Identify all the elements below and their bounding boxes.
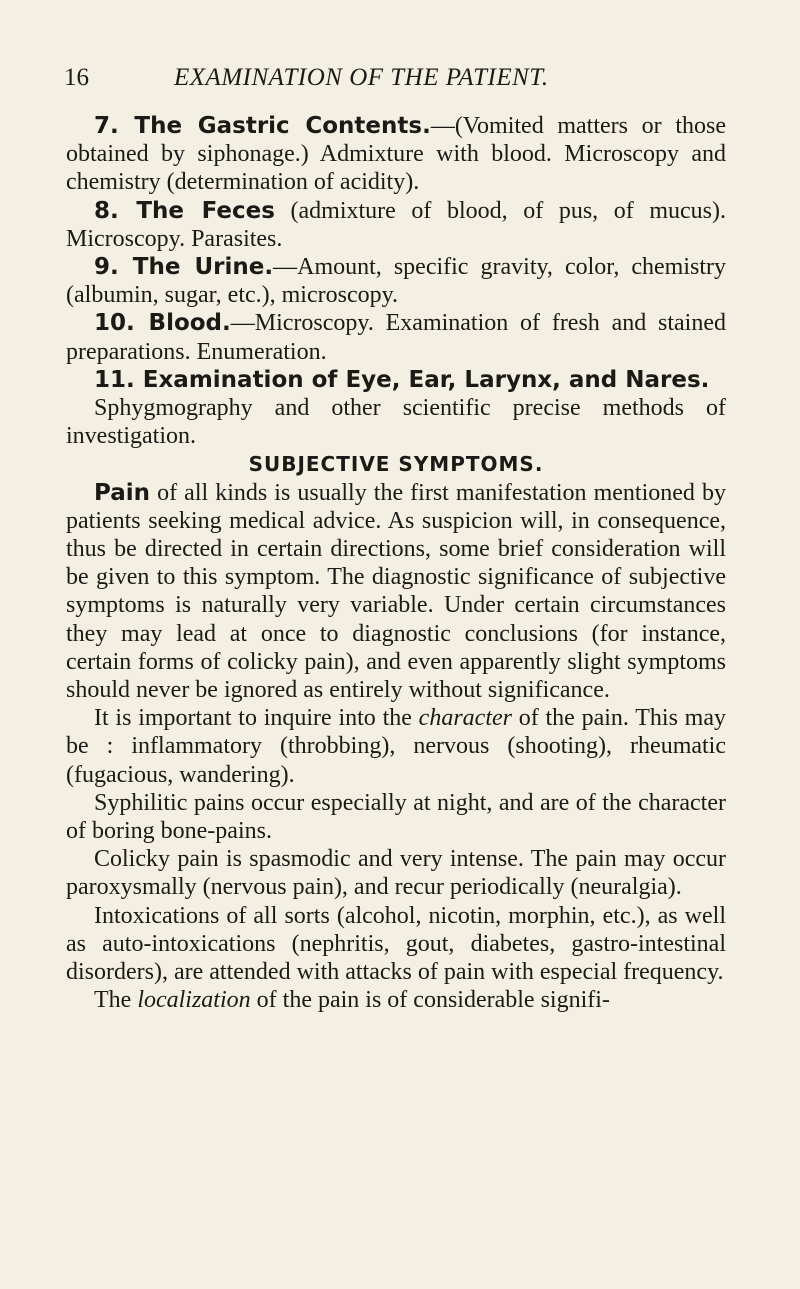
section-heading: SUBJECTIVE SYMPTOMS. [248,452,544,477]
paragraph-text: of the pain is of considerable signifi- [250,987,610,1014]
item-heading: 10. Blood. [94,310,231,337]
item-feces [66,197,726,253]
emphasis-character: character [418,705,512,732]
item-heading: 7. The Gastric Contents. [94,113,431,139]
pain-paragraph [66,479,726,705]
character-paragraph [66,704,726,789]
pain-paragraph-text: of all kinds is usually the first manifestation mentioned by patients seeking medical advice. As suspicion will, in consequence, thus be directed in certain directions, some brief consideration will be given to this symptom. The diagnostic significance of subjective symptoms is naturally very variable. Under certain circumstances they may lead at once to diagnostic conclusions (for instance, certain forms of colicky pain), and even apparently slight symptoms should never be ignored as entirely without significance. [66,479,726,704]
emphasis-localization: localization [137,987,251,1014]
paragraph-text: of the pain. This may be : inflammatory (throbbing), nervous (shooting), rheumatic (fugacious, wandering). [66,705,727,788]
intoxications-paragraph: Intoxications of all sorts (alcohol, nicotin, morphin, etc.), as well as auto-intoxications (nephritis, gout, diabetes, gastro-intestinal disorders), are attended with attacks of pain with especial frequency. [66,902,726,986]
item-blood [66,309,726,365]
pain-heading: Pain [94,479,151,506]
colicky-paragraph: Colicky pain is spasmodic and very intense. The pain may occur paroxysmally (nervous pain), and recur periodically (neuralgia). [66,846,726,901]
paragraph-text: It is important to inquire into the [94,705,419,732]
item-heading: 9. The Urine. [94,254,274,281]
page-header [64,64,724,98]
item-text: —Microscopy. Examination of fresh and stained preparations. Enumeration. [66,310,726,365]
running-head: EXAMINATION OF THE PATIENT. [174,64,549,91]
page-body [66,112,726,1015]
item-heading: 8. The Feces [94,197,275,224]
syphilitic-paragraph: Syphilitic pains occur especially at night, and are of the character of boring bone-pains. [66,789,726,845]
item-urine [66,253,726,309]
item-text: —Amount, specific gravity, color, chemistry (albumin, sugar, etc.), microscopy. [66,254,726,309]
item-gastric-contents [66,112,726,197]
item-heading: 11. Examination of Eye, Ear, Larynx, and Nares. [94,366,710,393]
item-11-text: Sphygmography and other scientific precise methods of investigation. [66,395,726,450]
item-text: (admixture of blood, of pus, of mucus). Microscopy. Parasites. [66,197,726,252]
localization-paragraph [66,986,726,1014]
page-number: 16 [64,64,89,91]
item-examination-eye-ear [66,366,726,394]
paragraph-text: The [94,987,138,1014]
item-text: —(Vomited matters or those obtained by siphonage.) Admixture with blood. Microscopy and chemistry (determination of acidity). [66,113,726,196]
